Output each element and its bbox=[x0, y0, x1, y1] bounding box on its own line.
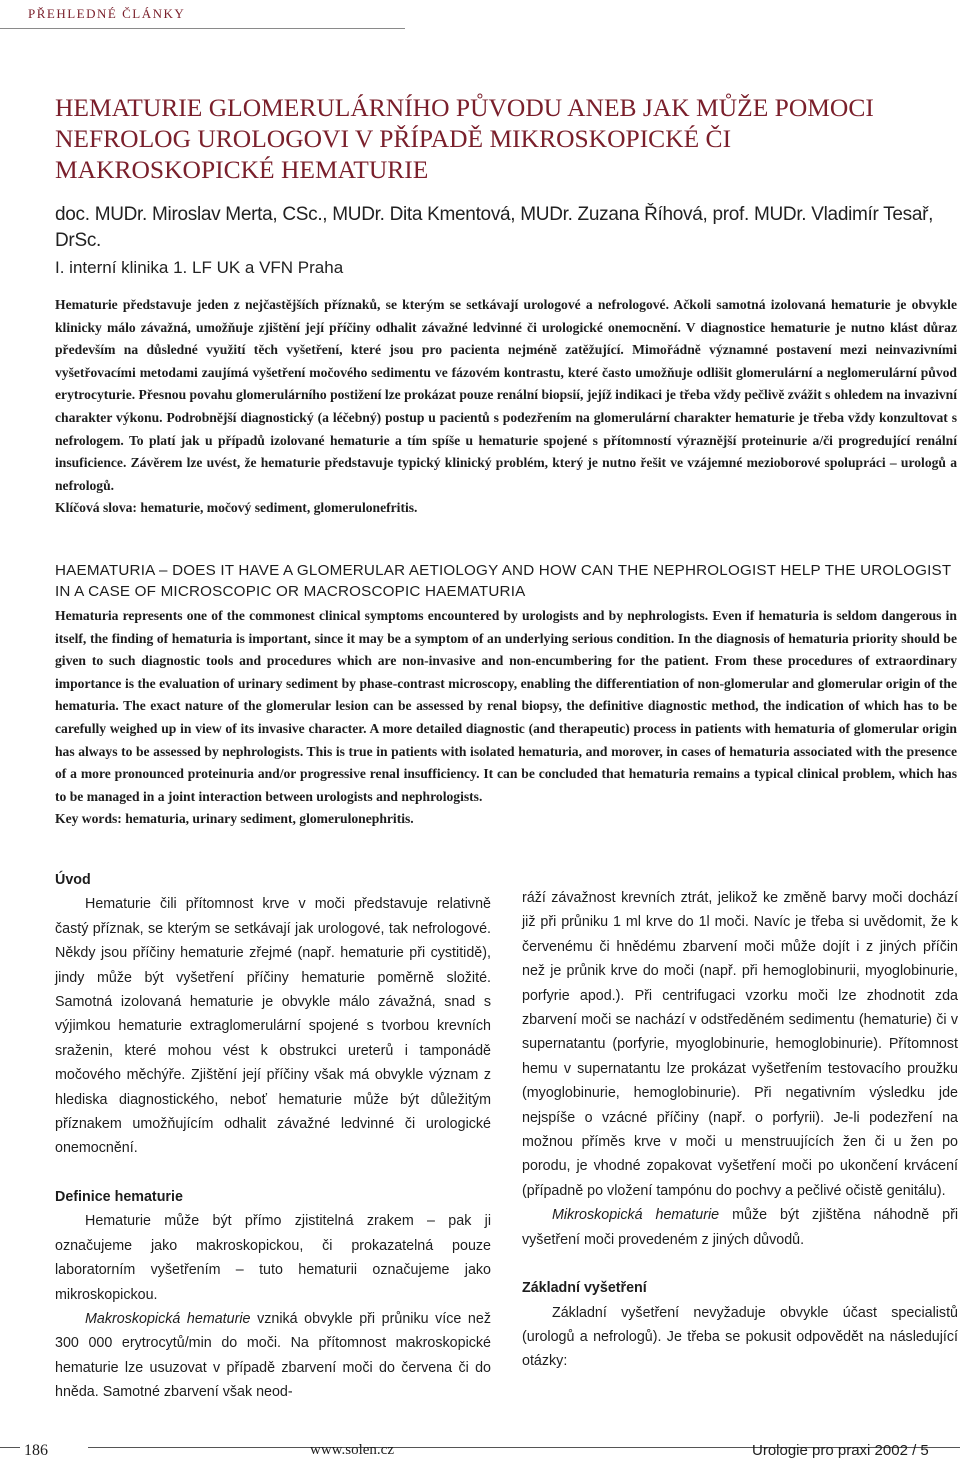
heading-zakladni: Základní vyšetření bbox=[522, 1280, 647, 1297]
abstract-czech-text: Hematurie představuje jeden z nejčastějších příznaků, se kterým se setkávají urologové a nefrologové. Ačkoli samotná izolovaná hematurie je obvykle klinicky málo závažná, umožňuje zjištění její příčiny odhalit závažné ledvinné či urologické onemocnění. V diagnostice hematurie je nutno klást důraz především na důsledné využití těch vyšetření, které jsou pro pacienta nejméně zatěžující. Mimořádně významné postavení mezi neinvazivními vyšetřovacími metodami zaujímá vyšetření močového sedimentu ve fázovém kontrastu, které často umožňuje odlišit glomerulární a neglomerulární původ erytrocyturie. Přesnou povahu glomerulárního postižení lze prokázat pouze renální biopsií, jejíž indikaci je třeba vždy pečlivě zvážit s ohledem na invazivní charakter výkonu. Podrobnější diagnostický (a léčebný) postup u pacientů s podezřením na glomerulární charakter hematurie je třeba vždy konzultovat s nefrologem. To platí jak u případů izolované hematurie a tím spíše u hematurie spojené s přítomností výraznější proteinurie a/či progredující renální insuficience. Závěrem lze uvést, že hematurie představuje typický klinický problém, který je nutno řešit ve vzájemné mezioborové spolupráci – urologů a nefrologů. bbox=[55, 297, 957, 493]
article-authors: doc. MUDr. Miroslav Merta, CSc., MUDr. Dita Kmentová, MUDr. Zuzana Říhová, prof. MUDr. Vladimír Tesař, DrSc. bbox=[55, 204, 934, 251]
paragraph-continued: ráží závažnost krevních ztrát, jelikož ke změně barvy moči dochází již při průniku 1 ml krve do 1l moči. Navíc je třeba si uvědomit, že k červenému či hnědému zbarvení moči může dojít i z jiných příčin než je průnik krve do moči (např. při hemoglobinurii, myoglobinurie, porfyrie apod.). Při centrifugaci vzorku moči lze zhodnotit zda zbarvení moči se nachází v odstředěném sedimentu (hematurie) či v supernatantu (porfyrie, myoglobinurie, hemoglobinurie). Přítomnost hemu v supernatantu lze prokázat vyšetřením testovacího proužku (myoglobinurie, hemoglobinurie). Při negativním výsledku jde nejspíše o vzácné příčiny (např. o porfyrii). Je-li podezření na možnou příměs krve v moči u menstruujících žen či u žen po porodu, je vhodné zopakovat vyšetření moči po ukončení krvácení (případně po vložení tampónu do pochvy a pečlivé očistě genitálu). bbox=[522, 890, 958, 1199]
paragraph-makroskopicka bbox=[55, 1307, 491, 1405]
page-number: 186 bbox=[24, 1442, 48, 1459]
paragraph-uvod: Hematurie čili přítomnost krve v moči představuje relativně častý příznak, se kterým se setkávají jak urologové, tak nefrologové. Někdy jsou příčiny hematurie zřejmé (např. hematurie při cystitidě), jindy může být vyšetření příčiny hematurie poměrně složité. Samotná izolovaná hematurie je obvykle málo závažná, snad s výjimkou hematurie extraglomerulární spojené s tvorbou krevních sraženin, které mohou vést k obstrukci ureterů i tamponádě močového měchýře. Zjištění její příčiny však má obvykle význam z hlediska diagnostického, neboť hematurie může být důležitým příznakem umožňujícím odhalit závažné ledvinné či urologické onemocnění. bbox=[55, 896, 491, 1157]
paragraph-mikroskopicka bbox=[522, 1203, 958, 1252]
heading-definice: Definice hematurie bbox=[55, 1188, 183, 1205]
article-affiliation: I. interní klinika 1. LF UK a VFN Praha bbox=[55, 258, 344, 277]
section-label: PŘEHLEDNÉ ČLÁNKY bbox=[28, 6, 186, 21]
abstract-english bbox=[55, 605, 957, 831]
body-column-right bbox=[522, 886, 958, 1374]
text-mikroskopicka: může být zjištěna náhodně při vyšetření moči provedeném z jiných důvodů. bbox=[522, 1207, 959, 1248]
heading-uvod: Úvod bbox=[55, 872, 91, 888]
paragraph-definice: Hematurie může být přímo zjistitelná zrakem – pak ji označujeme jako makroskopickou, či prokazatelná pouze laboratorním vyšetřením – tuto hematurii označujeme jako mikroskopickou. bbox=[55, 1213, 491, 1303]
keywords-english: Key words: hematuria, urinary sediment, glomerulonephritis. bbox=[55, 811, 414, 827]
website-link[interactable]: www.solen.cz bbox=[310, 1442, 395, 1458]
body-column-left bbox=[55, 868, 491, 1405]
keywords-czech: Klíčová slova: hematurie, močový sediment, glomerulonefritis. bbox=[55, 500, 418, 516]
term-mikroskopicka: Mikroskopická hematurie bbox=[552, 1207, 720, 1224]
paragraph-zakladni: Základní vyšetření nevyžaduje obvykle účast specialistů (urologů a nefrologů). Je třeba se pokusit odpovědět na následující otázky: bbox=[522, 1304, 958, 1370]
journal-name: Urologie pro praxi 2002 / 5 bbox=[752, 1442, 929, 1459]
article-title: HEMATURIE GLOMERULÁRNÍHO PŮVODU ANEB JAK MŮŽE POMOCI NEFROLOG UROLOGOVI V PŘÍPADĚ MIKROSKOPICKÉ ČI MAKROSKOPICKÉ HEMATURIE bbox=[55, 93, 874, 184]
abstract-czech bbox=[55, 294, 957, 520]
footer-divider-left bbox=[0, 1447, 20, 1448]
english-title: HAEMATURIA – DOES IT HAVE A GLOMERULAR AETIOLOGY AND HOW CAN THE NEPHROLOGIST HELP THE UROLOGIST IN A CASE OF MICROSCOPIC OR MACROSCOPIC HAEMATURIA bbox=[55, 562, 952, 600]
term-makroskopicka: Makroskopická hematurie bbox=[85, 1310, 251, 1327]
abstract-english-text: Hematuria represents one of the commonest clinical symptoms encountered by urologists and by nephrologists. Even if hematuria is seldom dangerous in itself, the finding of hematuria is important, since it may be a symptom of an underlying serious condition. In the diagnosis of hematuria priority should be given to such diagnostic tools and procedures which are non-invasive and non-encumbering for the patient. From these procedures of extraordinary importance is the evaluation of urinary sediment by phase-contrast microscopy, enabling the differentiation of non-glomerular and glomerular origin of the hematuria. The exact nature of the glomerular lesion can be assessed by renal biopsy, the definitive diagnostic method, the indication of which has to be carefully weighed up in view of its invasive character. A more detailed diagnostic (and therapeutic) process in patients with hematuria of glomerular origin has always to be assessed by nephrologists. This is true in patients with isolated hematuria, and morover, in cases of hematuria associated with the presence of a more pronounced proteinuria and/or progressive renal insufficiency. It can be concluded that hematuria remains a typical clinical problem, which has to be managed in a joint interaction between urologists and nephrologists. bbox=[55, 608, 957, 804]
text-makroskopicka: vzniká obvykle při průniku více než 300 000 erytrocytů/min do moči. Na přítomnost makroskopické hematurie lze usuzovat v případě zbarvení moči do červena či do hněda. Samotné zbarvení však neod- bbox=[55, 1310, 491, 1401]
header-divider bbox=[0, 28, 405, 29]
